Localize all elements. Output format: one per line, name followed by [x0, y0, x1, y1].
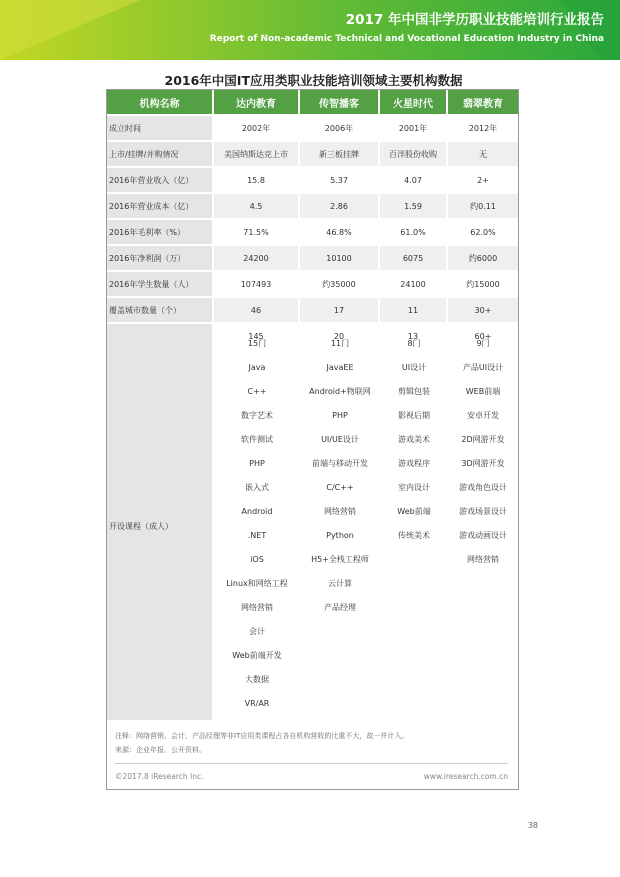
table-cell: 4.5 — [214, 194, 300, 220]
course-item: 网络营销 — [467, 555, 499, 564]
row-label: 2016年学生数量（人） — [107, 272, 214, 298]
table-cell: 13 — [380, 324, 448, 350]
row-label: 2016年营业收入（亿） — [107, 168, 214, 194]
footer-divider — [115, 763, 508, 764]
table-row — [107, 220, 518, 246]
report-title: 2017 年中国非学历职业技能培训行业报告 — [345, 12, 604, 28]
table-cell: 2006年 — [300, 116, 380, 142]
table-cell: 10100 — [300, 246, 380, 272]
table-cell: 约0.11 — [448, 194, 518, 220]
course-item: Web前端 — [397, 507, 431, 516]
course-item: 剪辑包装 — [398, 387, 430, 396]
row-label: 上市/挂牌/并购情况 — [107, 142, 214, 168]
table-cell: 46 — [214, 298, 300, 324]
table-row — [107, 298, 518, 324]
table-cell: 11 — [380, 298, 448, 324]
table-row — [107, 142, 518, 168]
courses-column-feicui — [448, 332, 518, 720]
course-item: UI设计 — [401, 363, 427, 372]
table-cell: 2012年 — [448, 116, 518, 142]
course-item: 2D网游开发 — [461, 435, 505, 444]
course-item: C++ — [247, 387, 267, 396]
header-cell: 翡翠教育 — [448, 90, 518, 116]
table-cell: 约15000 — [448, 272, 518, 298]
table-cell: 无 — [448, 142, 518, 168]
table-note: 注释：网络营销、会计、产品经理等非IT应用类课程占各自机构营收的比重不大，故一并计入。 — [115, 732, 409, 740]
row-label: 2016年毛利率（%） — [107, 220, 214, 246]
course-item: 前端与移动开发 — [312, 459, 368, 468]
table-cell: 5.37 — [300, 168, 380, 194]
course-item: 传统美术 — [398, 531, 430, 540]
table-source: 来源：企业年报、公开资料。 — [115, 746, 206, 754]
footer-website: www.iresearch.com.cn — [423, 772, 508, 781]
course-item: 室内设计 — [398, 483, 430, 492]
course-item: 11门 — [330, 339, 350, 348]
course-item: .NET — [247, 531, 267, 540]
table-row — [107, 194, 518, 220]
course-item: Java — [248, 363, 266, 372]
course-item: 嵌入式 — [245, 483, 269, 492]
course-item: 软件测试 — [241, 435, 273, 444]
institution-table — [107, 90, 518, 350]
course-item: Linux和网络工程 — [226, 579, 288, 588]
table-header-row — [107, 90, 518, 116]
table-cell: 百洋股份收购 — [380, 142, 448, 168]
course-item: PHP — [332, 411, 348, 420]
table-row — [107, 116, 518, 142]
course-item: 3D网游开发 — [461, 459, 505, 468]
course-item: 15门 — [247, 339, 267, 348]
course-item: VR/AR — [244, 699, 270, 708]
table-cell: 24200 — [214, 246, 300, 272]
table-title: 2016年中国IT应用类职业技能培训领域主要机构数据 — [164, 73, 463, 88]
course-item: JavaEE — [326, 363, 354, 372]
course-item: 产品UI设计 — [462, 363, 504, 372]
course-item: 网络营销 — [241, 603, 273, 612]
table-cell: 24100 — [380, 272, 448, 298]
table-cell: 46.8% — [300, 220, 380, 246]
row-label: 2016年营业成本（亿） — [107, 194, 214, 220]
courses-label: 开设课程（成人） — [107, 332, 212, 720]
table-cell: 15.8 — [214, 168, 300, 194]
course-item: 游戏美术 — [398, 435, 430, 444]
course-item: WEB前端 — [465, 387, 501, 396]
table-cell: 约35000 — [300, 272, 380, 298]
course-item: C/C++ — [326, 483, 354, 492]
course-item: UI/UE设计 — [321, 435, 359, 444]
course-item: H5+全栈工程师 — [311, 555, 369, 564]
table-cell: 107493 — [214, 272, 300, 298]
row-label: 成立时间 — [107, 116, 214, 142]
header-cell: 达内教育 — [214, 90, 300, 116]
course-item: 影视后期 — [398, 411, 430, 420]
table-cell: 2001年 — [380, 116, 448, 142]
table-cell: 新三板挂牌 — [300, 142, 380, 168]
footer-copyright: ©2017.8 iResearch Inc. — [115, 772, 204, 781]
courses-column-itcast — [300, 332, 380, 720]
course-item: 9门 — [476, 339, 490, 348]
course-item: Web前端开发 — [232, 651, 282, 660]
table-cell: 62.0% — [448, 220, 518, 246]
course-item: 游戏程序 — [398, 459, 430, 468]
course-item: 产品经理 — [324, 603, 356, 612]
table-cell: 1.59 — [380, 194, 448, 220]
table-cell: 61.0% — [380, 220, 448, 246]
table-cell: 美国纳斯达克上市 — [214, 142, 300, 168]
courses-section — [107, 332, 518, 720]
table-cell: 约6000 — [448, 246, 518, 272]
course-item: 8门 — [407, 339, 421, 348]
table-cell: 4.07 — [380, 168, 448, 194]
course-item: 数字艺术 — [241, 411, 273, 420]
table-cell: 20 — [300, 324, 380, 350]
course-item: iOS — [250, 555, 264, 564]
course-item: 安卓开发 — [467, 411, 499, 420]
table-cell: 60+ — [448, 324, 518, 350]
header-cell: 火星时代 — [380, 90, 448, 116]
table-row — [107, 168, 518, 194]
course-item: 游戏场景设计 — [459, 507, 507, 516]
courses-column-tarena — [214, 332, 300, 720]
table-row — [107, 272, 518, 298]
report-banner — [0, 0, 620, 60]
courses-column-hxsd — [380, 332, 448, 720]
table-cell: 17 — [300, 298, 380, 324]
course-item: 云计算 — [328, 579, 352, 588]
course-item: PHP — [249, 459, 265, 468]
course-item: Android — [241, 507, 273, 516]
table-cell: 30+ — [448, 298, 518, 324]
row-label: 2016年净利润（万） — [107, 246, 214, 272]
table-cell: 2+ — [448, 168, 518, 194]
course-item: Android+物联网 — [309, 387, 371, 396]
report-subtitle: Report of Non-academic Technical and Vocational Education Industry in China — [209, 34, 604, 44]
course-item: 网络营销 — [324, 507, 356, 516]
page-number: 38 — [527, 821, 538, 830]
course-item: Python — [326, 531, 354, 540]
table-cell: 2002年 — [214, 116, 300, 142]
course-item: 会计 — [249, 627, 265, 636]
table-cell: 71.5% — [214, 220, 300, 246]
course-item: 大数据 — [245, 675, 269, 684]
table-cell: 6075 — [380, 246, 448, 272]
course-item: 游戏动画设计 — [459, 531, 507, 540]
course-item: 游戏角色设计 — [459, 483, 507, 492]
header-cell: 机构名称 — [107, 90, 214, 116]
table-cell: 2.86 — [300, 194, 380, 220]
table-row — [107, 246, 518, 272]
table-cell: 145 — [214, 324, 300, 350]
header-cell: 传智播客 — [300, 90, 380, 116]
row-label: 覆盖城市数量（个） — [107, 298, 214, 324]
